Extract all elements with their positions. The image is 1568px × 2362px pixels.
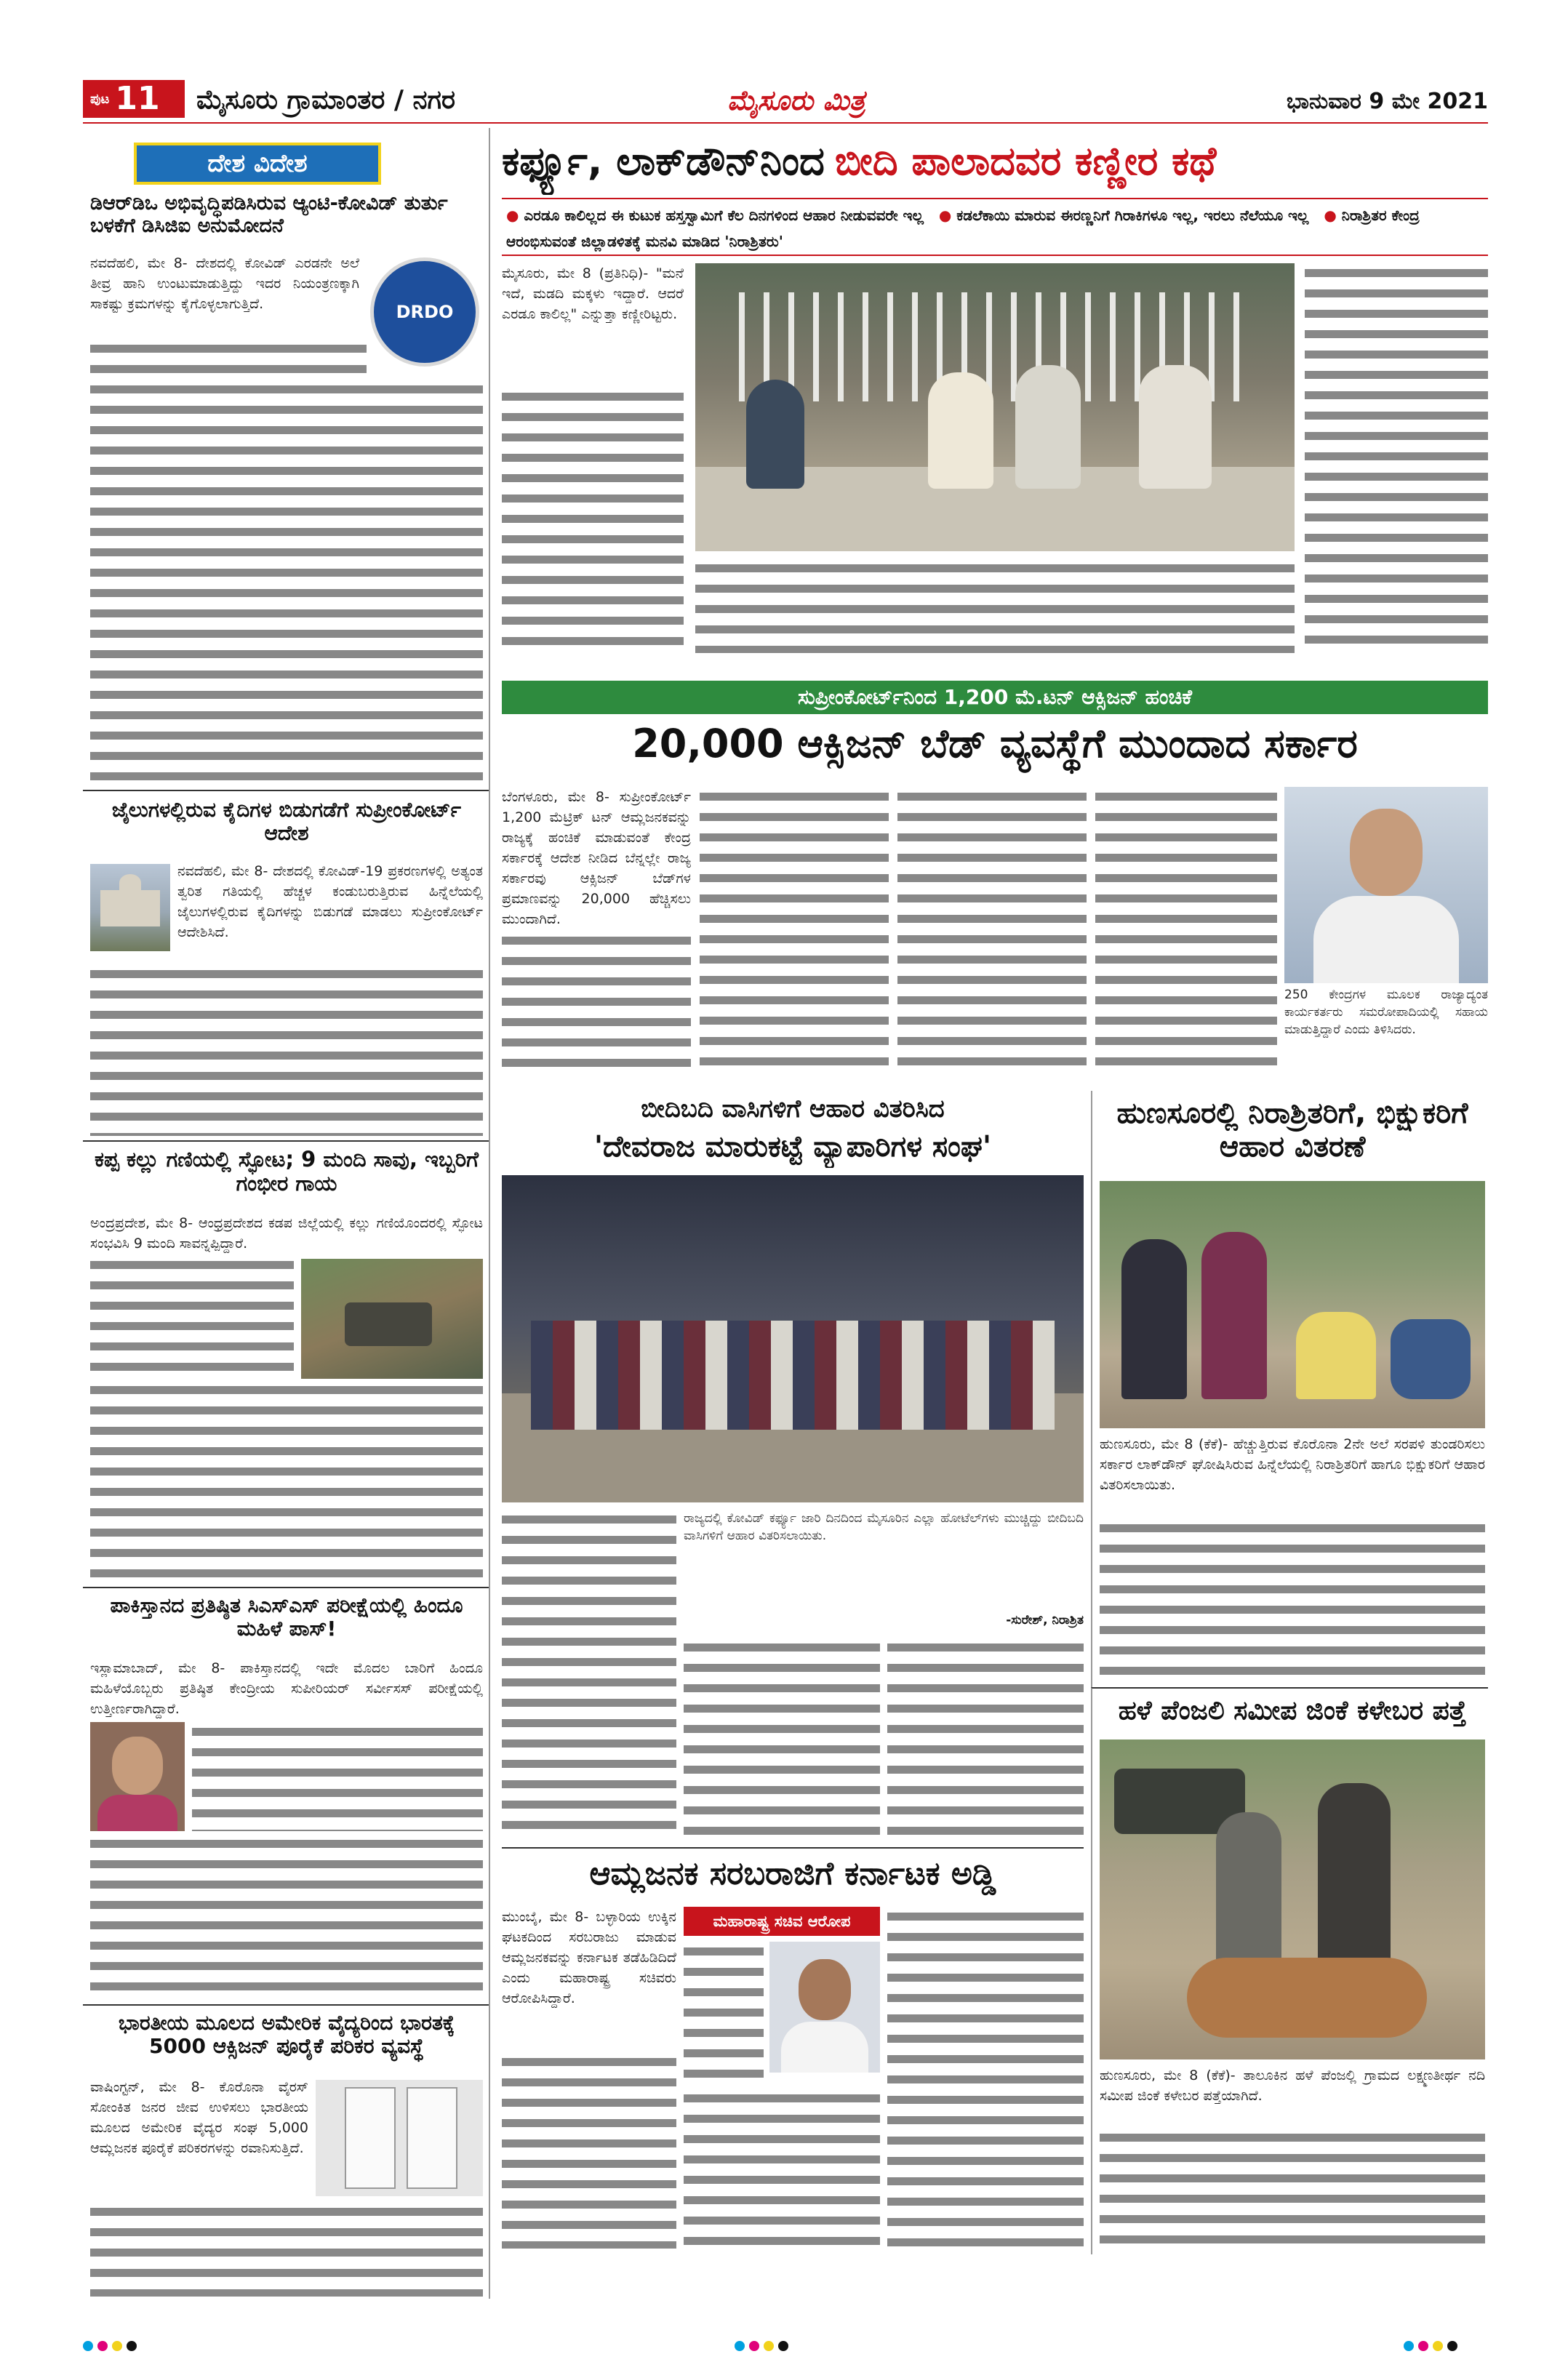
- bullet-1-text: ಎರಡೂ ಕಾಲಿಲ್ಲದ ಈ ಕುಟುಕ ಹಸ್ತಸ್ವಾಮಿಗೆ ಕೆಲ ದಿನಗಳಿಂದ ಆಹಾರ ನೀಡುವವರೇ ಇಲ್ಲ: [524, 207, 924, 224]
- story4-headline: ಪಾಕಿಸ್ತಾನದ ಪ್ರತಿಷ್ಠಿತ ಸಿಎಸ್‌ಎಸ್ ಪರೀಕ್ಷೆಯಲ್ಲಿ ಹಿಂದೂ ಮಹಿಳೆ ಪಾಸ್!: [110, 1594, 463, 1641]
- story1-lead: ನವದೆಹಲಿ, ಮೇ 8- ದೇಶದಲ್ಲಿ ಕೋವಿಡ್ ಎರಡನೇ ಅಲೆ ತೀವ್ರ ಹಾನಿ ಉಂಟುಮಾಡುತ್ತಿದ್ದು ಇದರ ನಿಯಂತ್ರಣಕ್ಕಾಗಿ ಸಾಕಷ್ಟು ಕ್ರಮಗಳನ್ನು ಕೈಗೊಳ್ಳಲಾಗುತ್ತಿದೆ.: [90, 255, 359, 312]
- karnataka-headline: ಆಮ್ಲಜನಕ ಸರಬರಾಜಿಗೆ ಕರ್ನಾಟಕ ಅಡ್ಡಿ: [589, 1856, 996, 1892]
- masthead: [0, 0, 1568, 124]
- divider: [83, 2004, 490, 2006]
- drdo-logo: [370, 257, 479, 367]
- oxygen-kicker-text: ಸುಪ್ರೀಂಕೋರ್ಟ್‌ನಿಂದ 1,200 ಮೆ.ಟನ್ ಆಕ್ಸಿಜನ್ ಹಂಚಿಕೆ: [798, 685, 1192, 709]
- market-crowd-photo: [502, 1175, 1084, 1502]
- quarry-photo: [301, 1259, 483, 1379]
- oxygen-headline: 20,000 ಆಕ್ಸಿಜನ್ ಬೆಡ್ ವ್ಯವಸ್ಥೆಗೆ ಮುಂದಾದ ಸರ್ಕಾರ: [632, 721, 1358, 766]
- devaraja-photo-caption: ರಾಜ್ಯದಲ್ಲಿ ಕೋವಿಡ್ ಕರ್ಫ್ಯೂ ಜಾರಿ ದಿನದಿಂದ ಮೈಸೂರಿನ ಎಲ್ಲಾ ಹೋಟೆಲ್‌ಗಳು ಮುಚ್ಚಿದ್ದು ಬೀದಿಬದಿ ವಾಸಿಗಳಿಗೆ ಆಹಾರ ವಿತರಿಸಲಾಯಿತು.: [684, 1511, 1084, 1543]
- deer-body: [1100, 2128, 1485, 2251]
- lead-story-body-a: [502, 387, 684, 652]
- devaraja-headline-2: 'ದೇವರಾಜ ಮಾರುಕಟ್ಟೆ ವ್ಯಾಪಾರಿಗಳ ಸಂಘ': [593, 1130, 992, 1164]
- karnataka-story: [502, 1847, 1084, 2254]
- oxygen-concentrator-photo: [316, 2080, 483, 2196]
- bullet-strip: [502, 198, 1488, 256]
- story4-body-b: [90, 1834, 483, 2001]
- oxygen-lead: ಬೆಂಗಳೂರು, ಮೇ 8- ಸುಪ್ರೀಂಕೋರ್ಟ್ 1,200 ಮೆಟ್ರಿಕ್ ಟನ್ ಆಮ್ಲಜನಕವನ್ನು ರಾಜ್ಯಕ್ಕೆ ಹಂಚಿಕೆ ಮಾಡುವಂತೆ ಕೇಂದ್ರ ಸರ್ಕಾರಕ್ಕೆ ಆದೇಶ ನೀಡಿದ ಬೆನ್ನಲ್ಲೇ ರಾಜ್ಯ ಸರ್ಕಾರವು ಆಕ್ಸಿಜನ್ ಬೆಡ್‌ಗಳ ಪ್ರಮಾಣವನ್ನು 20,000 ಹೆಚ್ಚಿಸಲು ಮುಂದಾಗಿದೆ.: [502, 789, 691, 927]
- page-date: ಭಾನುವಾರ 9 ಮೇ 2021: [1286, 89, 1488, 114]
- lead-story-lead: ಮೈಸೂರು, ಮೇ 8 (ಪ್ರತಿನಿಧಿ)- "ಮನೆ ಇದೆ, ಮಡದಿ ಮಕ್ಕಳು ಇದ್ದಾರೆ. ಆದರೆ ಎರಡೂ ಕಾಲಿಲ್ಲ" ಎನ್ನುತ್ತಾ ಕಣ್ಣೀರಿಟ್ಟರು.: [502, 265, 684, 322]
- story3-lead: ಅಂದ್ರಪ್ರದೇಶ, ಮೇ 8- ಆಂಧ್ರಪ್ರದೇಶದ ಕಡಪ ಜಿಲ್ಲೆಯಲ್ಲಿ ಕಲ್ಲು ಗಣಿಯೊಂದರಲ್ಲಿ ಸ್ಫೋಟ ಸಂಭವಿಸಿ 9 ಮಂದಿ ಸಾವನ್ನಪ್ಪಿದ್ದಾರೆ.: [90, 1215, 483, 1252]
- devaraja-byline: -ಸುರೇಶ್, ನಿರಾಶ್ರಿತ: [1006, 1613, 1084, 1628]
- story3-body-b: [90, 1380, 483, 1584]
- karnataka-body-c: [684, 2089, 880, 2249]
- street-people-photo: [695, 263, 1295, 551]
- page-label: ಪುಟ: [90, 91, 110, 107]
- drdo-label: DRDO: [396, 302, 454, 322]
- oxygen-body-b: [700, 787, 889, 1076]
- story4-body-a: [192, 1722, 483, 1831]
- devaraja-body-c: [887, 1638, 1084, 1837]
- page-number: 11: [115, 80, 160, 117]
- deer-lead: ಹುಣಸೂರು, ಮೇ 8 (ಕೆಕೆ)- ತಾಲೂಕಿನ ಹಳೆ ಪೆಂಜಲ್ಲಿ ಗ್ರಾಮದ ಲಕ್ಷ್ಮಣತೀರ್ಥ ನದಿ ಸಮೀಪ ಜಿಂಕೆ ಕಳೇಬರ ಪತ್ತೆಯಾಗಿದೆ.: [1100, 2067, 1485, 2104]
- deer-carcass-photo: [1100, 1740, 1485, 2059]
- minister-photo: [1284, 787, 1488, 983]
- devaraja-body-a: [502, 1510, 676, 1837]
- hunsur-food-story: [1091, 1091, 1488, 1687]
- lead-story-body-b: [695, 559, 1295, 653]
- karnataka-body-b: [684, 1942, 764, 2087]
- karnataka-body-d: [887, 1907, 1084, 2249]
- footer-color-marks-left: [83, 2340, 185, 2355]
- hunsur-lead: ಹುಣಸೂರು, ಮೇ 8 (ಕೆಕೆ)- ಹೆಚ್ಚುತ್ತಿರುವ ಕೊರೊನಾ 2ನೇ ಅಲೆ ಸರಪಳಿ ತುಂಡರಿಸಲು ಸರ್ಕಾರ ಲಾಕ್‌ಡೌನ್ ಘೋಷಿಸಿರುವ ಹಿನ್ನೆಲೆಯಲ್ಲಿ ನಿರಾಶ್ರಿತರಿಗೆ ಹಾಗೂ ಭಿಕ್ಷುಕರಿಗೆ ಆಹಾರ ವಿತರಿಸಲಾಯಿತು.: [1100, 1436, 1485, 1493]
- deer-story: [1091, 1687, 1488, 2254]
- story2-lead: ನವದೆಹಲಿ, ಮೇ 8- ದೇಶದಲ್ಲಿ ಕೋವಿಡ್-19 ಪ್ರಕರಣಗಳಲ್ಲಿ ಅತ್ಯಂತ ತ್ವರಿತ ಗತಿಯಲ್ಲಿ ಹೆಚ್ಚಳ ಕಂಡುಬರುತ್ತಿರುವ ಹಿನ್ನೆಲೆಯಲ್ಲಿ ಜೈಲುಗಳಲ್ಲಿರುವ ಕೈದಿಗಳನ್ನು ಬಿಡುಗಡೆ ಮಾಡಲು ಸುಪ್ರೀಂಕೋರ್ಟ್ ಆದೇಶಿಸಿದೆ.: [177, 863, 483, 940]
- section-banner: [134, 143, 381, 185]
- hunsur-headline: ಹುಣಸೂರಲ್ಲಿ ನಿರಾಶ್ರಿತರಿಗೆ, ಭಿಕ್ಷುಕರಿಗೆ ಆಹಾರ ವಿತರಣೆ: [1116, 1097, 1468, 1164]
- section-banner-text: ದೇಶ ವಿದೇಶ: [207, 149, 308, 178]
- divider: [83, 1587, 490, 1588]
- deer-headline: ಹಳೆ ಪೆಂಜಲಿ ಸಮೀಪ ಜಿಂಕೆ ಕಳೇಬರ ಪತ್ತೆ: [1118, 1696, 1467, 1726]
- masthead-rule: [83, 122, 1488, 124]
- story5-lead: ವಾಷಿಂಗ್ಟನ್, ಮೇ 8- ಕೊರೊನಾ ವೈರಸ್ ಸೋಂಕಿತ ಜನರ ಜೀವ ಉಳಿಸಲು ಭಾರತೀಯ ಮೂಲದ ಅಮೇರಿಕ ವೈದ್ಯರ ಸಂಘ 5,000 ಆಮ್ಲಜನಕ ಪೂರೈಕೆ ಪರಿಕರಗಳನ್ನು ರವಾನಿಸುತ್ತಿದೆ.: [90, 2079, 308, 2156]
- hunsur-body: [1100, 1518, 1485, 1683]
- oxygen-body-c: [897, 787, 1087, 1076]
- karnataka-sidebar-label: [684, 1907, 880, 1936]
- bullet-1: ● ಎರಡೂ ಕಾಲಿಲ್ಲದ ಈ ಕುಟುಕ ಹಸ್ತಸ್ವಾಮಿಗೆ ಕೆಲ ದಿನಗಳಿಂದ ಆಹಾರ ನೀಡುವವರೇ ಇಲ್ಲ: [506, 207, 924, 224]
- oxygen-story: [502, 681, 1488, 1088]
- minister-caption: 250 ಕೇಂದ್ರಗಳ ಮೂಲಕ ರಾಜ್ಯಾದ್ಯಂತ ಕಾರ್ಯಕರ್ತರು ಸಮರೋಪಾದಿಯಲ್ಲಿ ಸಹಾಯ ಮಾಡುತ್ತಿದ್ದಾರೆ ಎಂದು ತಿಳಿಸಿದರು.: [1284, 988, 1488, 1037]
- story1-body: [90, 339, 367, 380]
- oxygen-body-d: [1095, 787, 1277, 1076]
- food-distribution-photo: [1100, 1181, 1485, 1428]
- woman-photo: [90, 1722, 185, 1831]
- bullet-3: ● ನಿರಾಶ್ರಿತರ ಕೇಂದ್ರ ಆರಂಭಿಸುವಂತೆ ಜಿಲ್ಲಾಡಳಿತಕ್ಕೆ ಮನವಿ ಮಾಡಿದ 'ನಿರಾಶ್ರಿತರು': [506, 207, 1420, 250]
- lead-headline-black: ಕರ್ಫ್ಯೂ, ಲಾಕ್‌ಡೌನ್‌ನಿಂದ: [502, 138, 825, 184]
- story2-headline: ಜೈಲುಗಳಲ್ಲಿರುವ ಕೈದಿಗಳ ಬಿಡುಗಡೆಗೆ ಸುಪ್ರೀಂಕೋರ್ಟ್ ಆದೇಶ: [111, 798, 462, 846]
- divider: [83, 1140, 490, 1142]
- left-column: [83, 128, 490, 2299]
- lead-headline: [502, 128, 1488, 195]
- story2-body: [90, 964, 483, 1136]
- bullet-3-text: ನಿರಾಶ್ರಿತರ ಕೇಂದ್ರ ಆರಂಭಿಸುವಂತೆ ಜಿಲ್ಲಾಡಳಿತಕ್ಕೆ ಮನವಿ ಮಾಡಿದ 'ನಿರಾಶ್ರಿತರು': [506, 207, 1420, 250]
- karnataka-body-a: [502, 2052, 676, 2249]
- bullet-2-text: ಕಡಲೆಕಾಯಿ ಮಾರುವ ಈರಣ್ಣನಿಗೆ ಗಿರಾಕಿಗಳೂ ಇಲ್ಲ, ಇರಲು ನೆಲೆಯೂ ಇಲ್ಲ: [956, 207, 1309, 224]
- lead-story-body-c: [1305, 263, 1488, 653]
- story3-headline: ಕಪ್ಪ ಕಲ್ಲು ಗಣಿಯಲ್ಲಿ ಸ್ಫೋಟ; 9 ಮಂದಿ ಸಾವು, ಇಬ್ಬರಿಗೆ ಗಂಭೀರ ಗಾಯ: [94, 1148, 479, 1196]
- divider: [83, 790, 490, 791]
- page-number-box: [83, 80, 185, 118]
- lead-story: [502, 128, 1488, 681]
- story5-body: [90, 2202, 483, 2297]
- footer-color-marks-right: [1404, 2340, 1505, 2355]
- story3-body-a: [90, 1255, 294, 1379]
- karnataka-sidebar-text: ಮಹಾರಾಷ್ಟ್ರ ಸಚಿವ ಆರೋಪ: [713, 1912, 851, 1930]
- karnataka-lead: ಮುಂಬೈ, ಮೇ 8- ಬಳ್ಳಾರಿಯ ಉಕ್ಕಿನ ಘಟಕದಿಂದ ಸರಬರಾಜು ಮಾಡುವ ಆಮ್ಲಜನಕವನ್ನು ಕರ್ನಾಟಕ ತಡೆಹಿಡಿದಿದೆ ಎಂದು ಮಹಾರಾಷ್ಟ್ರ ಸಚಿವರು ಆರೋಪಿಸಿದ್ದಾರೆ.: [502, 1909, 676, 2006]
- devaraja-story: [502, 1091, 1084, 1847]
- story1-body-2: [90, 380, 483, 787]
- oxygen-kicker: [502, 681, 1488, 714]
- section-title: ಮೈಸೂರು ಗ್ರಾಮಾಂತರ / ನಗರ: [196, 85, 456, 115]
- lead-headline-red: ಬೀದಿ ಪಾಲಾದವರ ಕಣ್ಣೀರ ಕಥೆ: [834, 138, 1217, 184]
- footer-color-marks-center: [735, 2340, 836, 2355]
- story5-headline: ಭಾರತೀಯ ಮೂಲದ ಅಮೇರಿಕ ವೈದ್ಯರಿಂದ ಭಾರತಕ್ಕೆ 5000 ಆಕ್ಸಿಜನ್ ಪೂರೈಕೆ ಪರಿಕರ ವ್ಯವಸ್ಥೆ: [118, 2011, 455, 2059]
- paper-name: ಮೈಸೂರು ಮಿತ್ರ: [727, 84, 865, 116]
- supreme-court-photo: [90, 864, 170, 951]
- story4-lead: ಇಸ್ಲಾಮಾಬಾದ್, ಮೇ 8- ಪಾಕಿಸ್ತಾನದಲ್ಲಿ ಇದೇ ಮೊದಲ ಬಾರಿಗೆ ಹಿಂದೂ ಮಹಿಳೆಯೊಬ್ಬರು ಪ್ರತಿಷ್ಠಿತ ಕೇಂದ್ರೀಯ ಸುಪೀರಿಯರ್ ಸರ್ವೀಸಸ್ ಪರೀಕ್ಷೆಯಲ್ಲಿ ಉತ್ತೀರ್ಣರಾಗಿದ್ದಾರೆ.: [90, 1660, 483, 1717]
- minister-nawab-photo: [769, 1942, 880, 2073]
- oxygen-body-a: [502, 931, 691, 1076]
- story1-headline: ಡಿಆರ್‌ಡಿಒ ಅಭಿವೃದ್ಧಿಪಡಿಸಿರುವ ಆ್ಯಂಟಿ-ಕೋವಿಡ್ ತುರ್ತು ಬಳಕೆಗೆ ಡಿಸಿಜಿಐ ಅನುಮೋದನೆ: [90, 192, 448, 238]
- devaraja-headline-1: ಬೀದಿಬದಿ ವಾಸಿಗಳಿಗೆ ಆಹಾರ ವಿತರಿಸಿದ: [641, 1095, 945, 1124]
- devaraja-body-b: [684, 1638, 880, 1837]
- bullet-2: ● ಕಡಲೆಕಾಯಿ ಮಾರುವ ಈರಣ್ಣನಿಗೆ ಗಿರಾಕಿಗಳೂ ಇಲ್ಲ, ಇರಲು ನೆಲೆಯೂ ಇಲ್ಲ: [938, 207, 1309, 224]
